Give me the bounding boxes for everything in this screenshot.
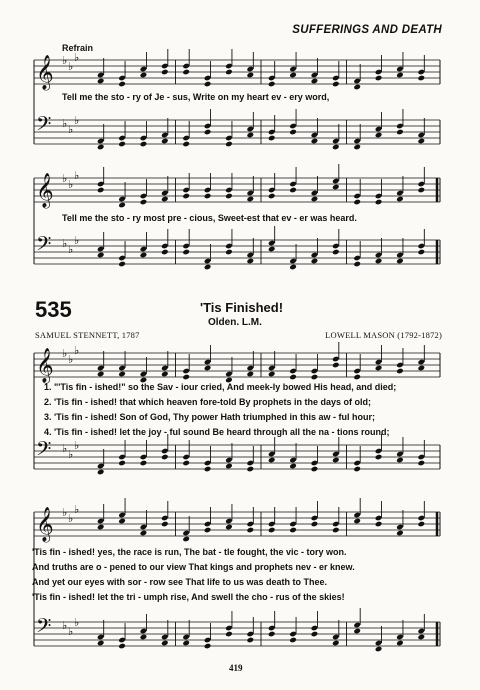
bass-clef-icon: 𝄢 [36,614,52,642]
bass-clef-icon: 𝄢 [36,232,52,260]
flat-icon: ♭ [62,619,68,632]
refrain-system-1-music [0,50,480,160]
flat-icon: ♭ [62,347,68,360]
flat-icon: ♭ [68,512,74,525]
flat-icon: ♭ [68,625,74,638]
treble-clef-icon: 𝄞 [36,173,54,208]
flat-icon: ♭ [74,439,80,452]
flat-icon: ♭ [62,172,68,185]
author-credit: SAMUEL STENNETT, 1787 [35,330,140,340]
hymn-title: 'Tis Finished! [200,300,284,315]
flat-icon: ♭ [62,442,68,455]
refrain-label: Refrain [62,43,94,53]
refrain-lyric-line-1: Tell me the sto - ry of Je - sus, Write on my heart ev - ery word, [62,92,330,102]
flat-icon: ♭ [62,117,68,130]
composer-credit: LOWELL MASON (1792-1872) [325,330,442,340]
flat-icon: ♭ [74,503,80,516]
verse-1-line-1: 1. "'Tis fin - ished!" so the Sav - iour cried, And meek-ly bowed His head, and died; [44,382,397,392]
bass-clef-icon: 𝄢 [36,437,52,465]
verse-4-line-2: 'Tis fin - ished! let the tri - umph rise, And swell the cho - rus of the skies! [32,592,345,602]
treble-clef-icon: 𝄞 [36,348,54,383]
flat-icon: ♭ [62,54,68,67]
flat-icon: ♭ [74,344,80,357]
verse-2-line-2: And truths are o - pened to our view That kings and prophets nev - er knew. [32,562,355,572]
flat-icon: ♭ [68,178,74,191]
treble-clef-icon: 𝄞 [36,55,54,90]
verse-2-line-1: 2. 'Tis fin - ished! that which heaven fore-told By prophets in the days of old; [44,397,372,407]
flat-icon: ♭ [68,448,74,461]
hymn-number: 535 [35,297,72,322]
flat-icon: ♭ [74,234,80,247]
flat-icon: ♭ [68,123,74,136]
flat-icon: ♭ [74,114,80,127]
refrain-system-2-music [0,170,480,280]
page-number: 419 [229,663,243,673]
flat-icon: ♭ [68,353,74,366]
notes [97,164,425,208]
verses-line-2 [32,547,355,607]
verse-1-line-2: 'Tis fin - ished! yes, the race is run, The bat - tle fought, the vic - tory won. [32,547,347,557]
verse-3-line-1: 3. 'Tis fin - ished! Son of God, Thy power Hath triumphed in this aw - ful hour; [44,412,375,422]
flat-icon: ♭ [62,237,68,250]
refrain-lyric-line-2: Tell me the sto - ry most pre - cious, Sweet-est that ev - er was heard. [62,213,357,223]
verses-line-1 [44,382,396,442]
verse-4-line-1: 4. 'Tis fin - ished! let the joy - ful sound Be heard through all the na - tions round; [44,427,390,437]
flat-icon: ♭ [74,169,80,182]
bass-clef-icon: 𝄢 [36,112,52,140]
flat-icon: ♭ [68,60,74,73]
section-header: SUFFERINGS AND DEATH [292,24,442,36]
flat-icon: ♭ [74,616,80,629]
flat-icon: ♭ [68,243,74,256]
verse-3-line-2: And yet our eyes with sor - row see That life to us was death to Thee. [32,577,328,587]
flat-icon: ♭ [62,506,68,519]
tune-name: Olden. L.M. [208,317,262,328]
treble-clef-icon: 𝄞 [36,507,54,542]
flat-icon: ♭ [74,51,80,64]
